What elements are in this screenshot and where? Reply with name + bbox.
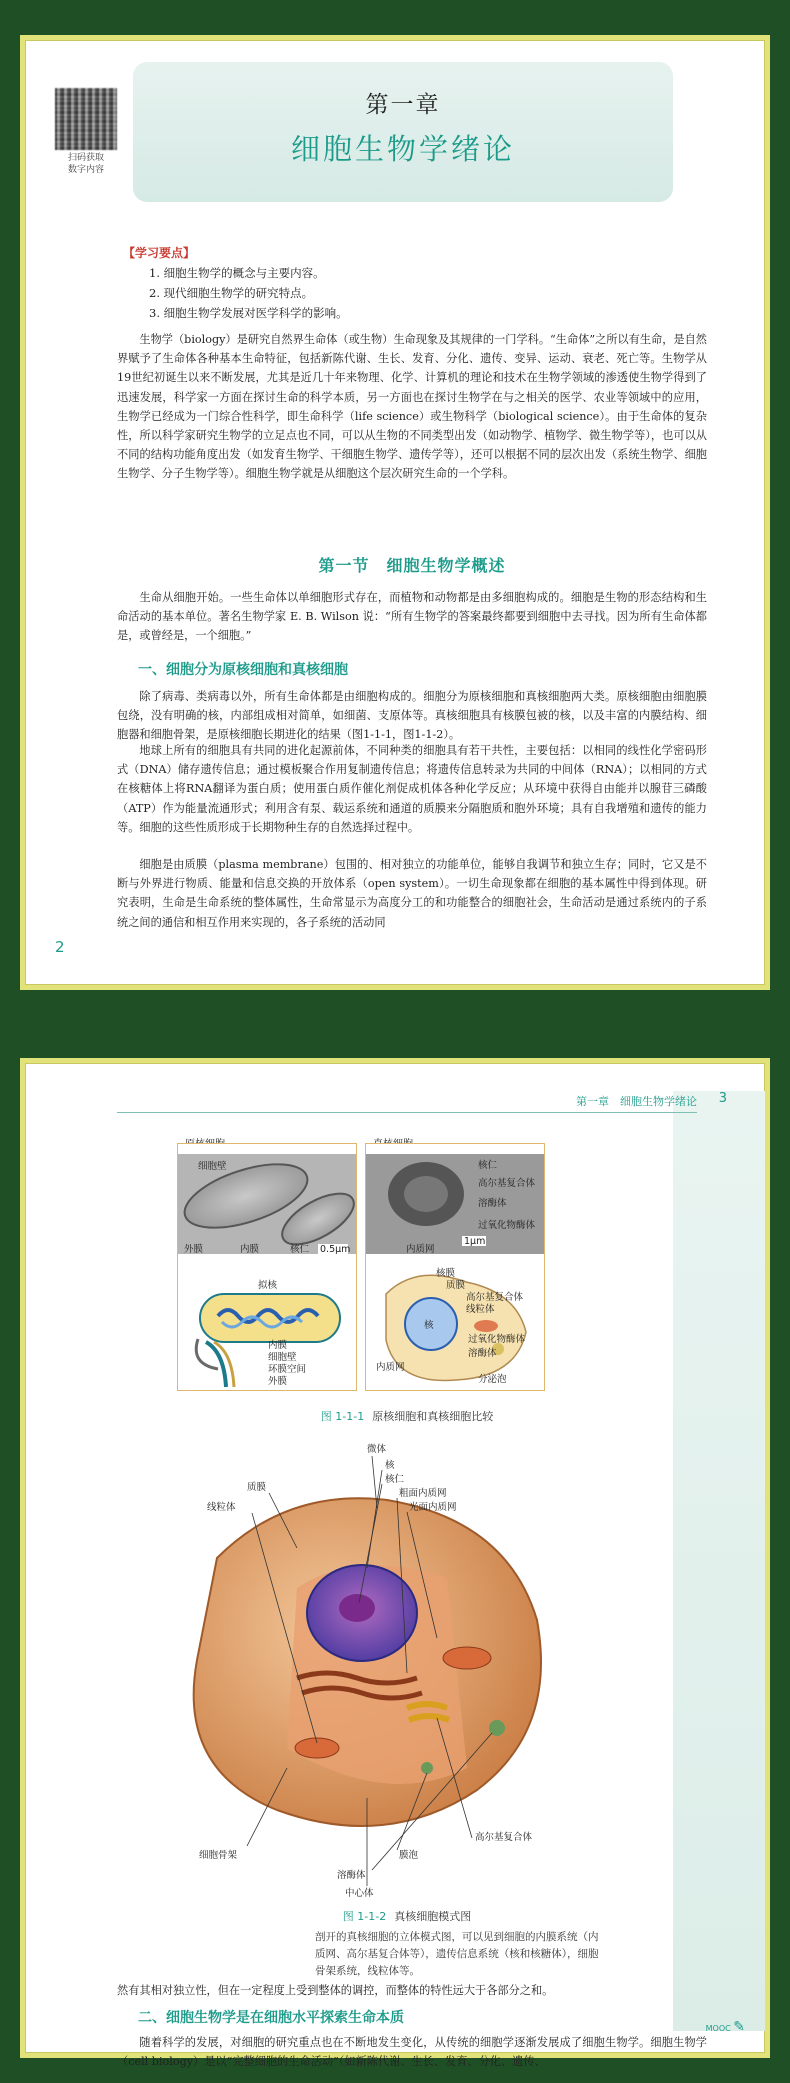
mitochondrion-schematic (474, 1320, 498, 1332)
label-microvilli: 微体 (367, 1444, 387, 1455)
page-3 (20, 1058, 770, 2069)
label-secretory-vesicle: 分泌泡 (478, 1374, 507, 1385)
figure-number: 图 1-1-1 (320, 1410, 365, 1423)
label-cell-wall: 细胞壁 (198, 1161, 227, 1172)
publisher-logo (706, 2019, 745, 2035)
qr-code[interactable] (55, 88, 117, 150)
chapter-number: 第一章 (365, 92, 441, 118)
label-golgi-3d: 高尔基复合体 (475, 1832, 533, 1843)
label-nucleoid: 核仁 (290, 1244, 310, 1255)
scale-bar: 1μm (464, 1236, 486, 1247)
section-title: 第一节 细胞生物学概述 (318, 556, 506, 575)
qr-caption-line: 扫码获取 (67, 153, 104, 163)
label-smooth-er: 光面内质网 (409, 1502, 457, 1513)
section-intro-paragraph: 生命从细胞开始。一些生命体以单细胞形式存在，而植物和动物都是由多细胞构成的。细胞是生物的形态结构和生命活动的基本单位。著名生物学家 E. B. Wilson 说：“所有生物学的答案最终都要到细胞中去寻找。因为所有生命体都是，或曾经是，一个细胞。” (117, 591, 707, 643)
label-nuclear-membrane: 核膜 (436, 1268, 456, 1279)
label-outer-membrane-2: 外膜 (268, 1376, 288, 1387)
prokaryote-figure (178, 1144, 356, 1390)
vesicle-3d (421, 1762, 433, 1774)
label-er: 内质网 (406, 1244, 435, 1255)
mitochondrion-3d (443, 1647, 491, 1669)
label-mitochondria: 线粒体 (466, 1304, 495, 1315)
page-number: 3 (718, 1091, 727, 1106)
label-nucleolus: 核仁 (478, 1160, 498, 1171)
body-paragraph: 然有其相对独立性，但在一定程度上受到整体的调控，而整体的特性远大于各部分之和。 (117, 1984, 554, 1997)
label-pseudonucleus: 拟核 (258, 1280, 278, 1291)
running-head (117, 1091, 697, 1113)
label-peroxisome: 过氧化物酶体 (478, 1220, 536, 1231)
figure-caption-text: 原核细胞和真核细胞比较 (372, 1410, 494, 1423)
label-lysosome-3d: 溶酶体 (337, 1870, 366, 1881)
label-nucleus-3d: 核 (385, 1460, 395, 1471)
mitochondrion-3d (295, 1738, 339, 1758)
eukaryote-panel (365, 1143, 545, 1391)
running-head-text: 第一章 细胞生物学绪论 (576, 1095, 697, 1108)
eukaryote-3d-figure (177, 1438, 597, 1903)
body-paragraph: 细胞是由质膜（plasma membrane）包围的、相对独立的功能单位，能够自我调节和独立生存；同时，它又是不断与外界进行物质、能量和信息交换的开放体系（open system）。一切生命现象都在细胞的基本属性中得到体现。研究表明，生命是生命系统的整体属性，生命常显示为高度分工的和功能整合的细胞社会，生命活动是通过系统内的子系统之间的通信和相互作用来实现的，各子系统的活动同 (117, 858, 707, 929)
label-peroxisome-2: 过氧化物酶体 (468, 1334, 526, 1345)
key-points-heading: 【学习要点】 (123, 246, 196, 260)
label-golgi: 高尔基复合体 (478, 1178, 536, 1189)
key-point-item: 1. 细胞生物学的概念与主要内容。 (149, 266, 325, 280)
pen-icon: ✎ (733, 2019, 745, 2035)
nucleolus-3d (339, 1594, 375, 1622)
label-centrosome: 中心体 (345, 1888, 374, 1899)
figure-caption (117, 1408, 697, 1424)
label-lysosome-2: 溶酶体 (468, 1348, 497, 1359)
chapter-title-box (133, 62, 673, 202)
label-nucleolus-3d: 核仁 (385, 1474, 405, 1485)
label-outer-membrane: 外膜 (184, 1244, 204, 1255)
qr-caption (51, 152, 121, 176)
label-er-2: 内质网 (376, 1362, 405, 1373)
page-number: 2 (55, 938, 65, 956)
qr-caption-line: 数字内容 (67, 165, 104, 175)
label-inner-membrane: 内膜 (240, 1244, 260, 1255)
subsection-title: 一、细胞分为原核细胞和真核细胞 (138, 662, 348, 678)
label-rough-er: 粗面内质网 (399, 1488, 447, 1499)
key-points (123, 243, 683, 323)
publisher-logo-text: MOOC (705, 2024, 731, 2033)
scale-bar: 0.5μm (320, 1244, 351, 1255)
figure-number: 图 1-1-2 (342, 1910, 387, 1923)
page-2 (20, 35, 770, 990)
body-paragraph: 除了病毒、类病毒以外，所有生命体都是由细胞构成的。细胞分为原核细胞和真核细胞两大类。原核细胞由细胞膜包绕，没有明确的核，内部组成相对简单，如细菌、支原体等。真核细胞具有核膜包被的核，以及丰富的内膜结构、细胞器和细胞骨架，是原核细胞长期进化的结果（图1-1-1，图1-1-2）。 (117, 690, 707, 742)
subsection-title: 二、细胞生物学是在细胞水平探索生命本质 (138, 2010, 404, 2026)
key-point-item: 3. 细胞生物学发展对医学科学的影响。 (149, 306, 348, 320)
figure-note: 剖开的真核细胞的立体模式图，可以见到细胞的内膜系统（内质网、高尔基复合体等），遗传信息系统（核和核糖体），细胞骨架系统，线粒体等。 (315, 1931, 599, 1977)
label-cytoskeleton: 细胞骨架 (199, 1850, 238, 1861)
prokaryote-panel (177, 1143, 357, 1391)
bacterium-schematic (200, 1294, 340, 1342)
label-golgi-2: 高尔基复合体 (466, 1292, 524, 1303)
label-lysosome: 溶酶体 (478, 1198, 507, 1209)
label-inner-membrane-2: 内膜 (268, 1340, 288, 1351)
intro-paragraph: 生物学（biology）是研究自然界生命体（或生物）生命现象及其规律的一门学科。“生命体”之所以有生命，是自然界赋予了生命体各种基本生命特征，包括新陈代谢、生长、发育、分化、遗传、变异、运动、衰老、死亡等。生物学从19世纪初诞生以来不断发展，尤其是近几十年来物理、化学、计算机的理论和技术在生物学领域的渗透使生物学得到了迅速发展，科学家一方面在探讨生命的科学本质，另一方面也在探讨生物学在与之相关的医学、农业等领域中的应用，生物学已经成为一门综合性科学，即生命科学（life science）或生物科学（biological science）。由于生命体的复杂性，所以科学家研究生物学的立足点也不同，可以从生物的不同类型出发（如动物学、植物学、微生物学等），也可以从不同的结构功能角度出发（如发育生物学、干细胞生物学、遗传学等），还可以根据不同的层次出发（系统生物学、细胞生物学、分子生物学等）。细胞生物学就是从细胞这个层次研究生命的一个学科。 (117, 333, 707, 481)
nucleolus-em (404, 1176, 448, 1212)
key-point-item: 2. 现代细胞生物学的研究特点。 (149, 286, 314, 300)
label-plasma-membrane-3d: 质膜 (247, 1482, 267, 1493)
eukaryote-figure (366, 1144, 544, 1390)
label-periplasm: 环膜空间 (268, 1364, 307, 1375)
label-vesicle: 膜泡 (399, 1850, 419, 1861)
label-nucleus: 核 (424, 1320, 434, 1331)
label-cell-wall-2: 细胞壁 (268, 1352, 297, 1363)
body-paragraph: 地球上所有的细胞具有共同的进化起源前体，不同种类的细胞具有若干共性，主要包括：以相同的线性化学密码形式（DNA）储存遗传信息；通过模板聚合作用复制遗传信息；将遗传信息转录为共同的中间体（RNA）；以相同的方式在核糖体上将RNA翻译为蛋白质；使用蛋白质作催化剂促成机体各种化学反应；从环境中获得自由能并以腺苷三磷酸（ATP）作为能量流通形式；利用含有泵、载运系统和通道的质膜来分隔胞质和胞外环境；具有自我增殖和遗传的能力等。细胞的这些性质形成于长期物种生存的自然选择过程中。 (117, 744, 707, 834)
figure-caption-text: 真核细胞模式图 (394, 1910, 472, 1923)
side-band (673, 1091, 765, 2031)
label-plasma-membrane: 质膜 (446, 1280, 466, 1291)
body-paragraph: 随着科学的发展，对细胞的研究重点也在不断地发生变化，从传统的细胞学逐渐发展成了细胞生物学。细胞生物学（cell biology）是以“完整细胞的生命活动”（如新陈代谢、生长、发育、分化、遗传、 (117, 2036, 707, 2069)
figure-caption (117, 1908, 697, 1924)
label-mitochondria-3d: 线粒体 (207, 1502, 236, 1513)
chapter-title: 细胞生物学绪论 (290, 132, 515, 166)
